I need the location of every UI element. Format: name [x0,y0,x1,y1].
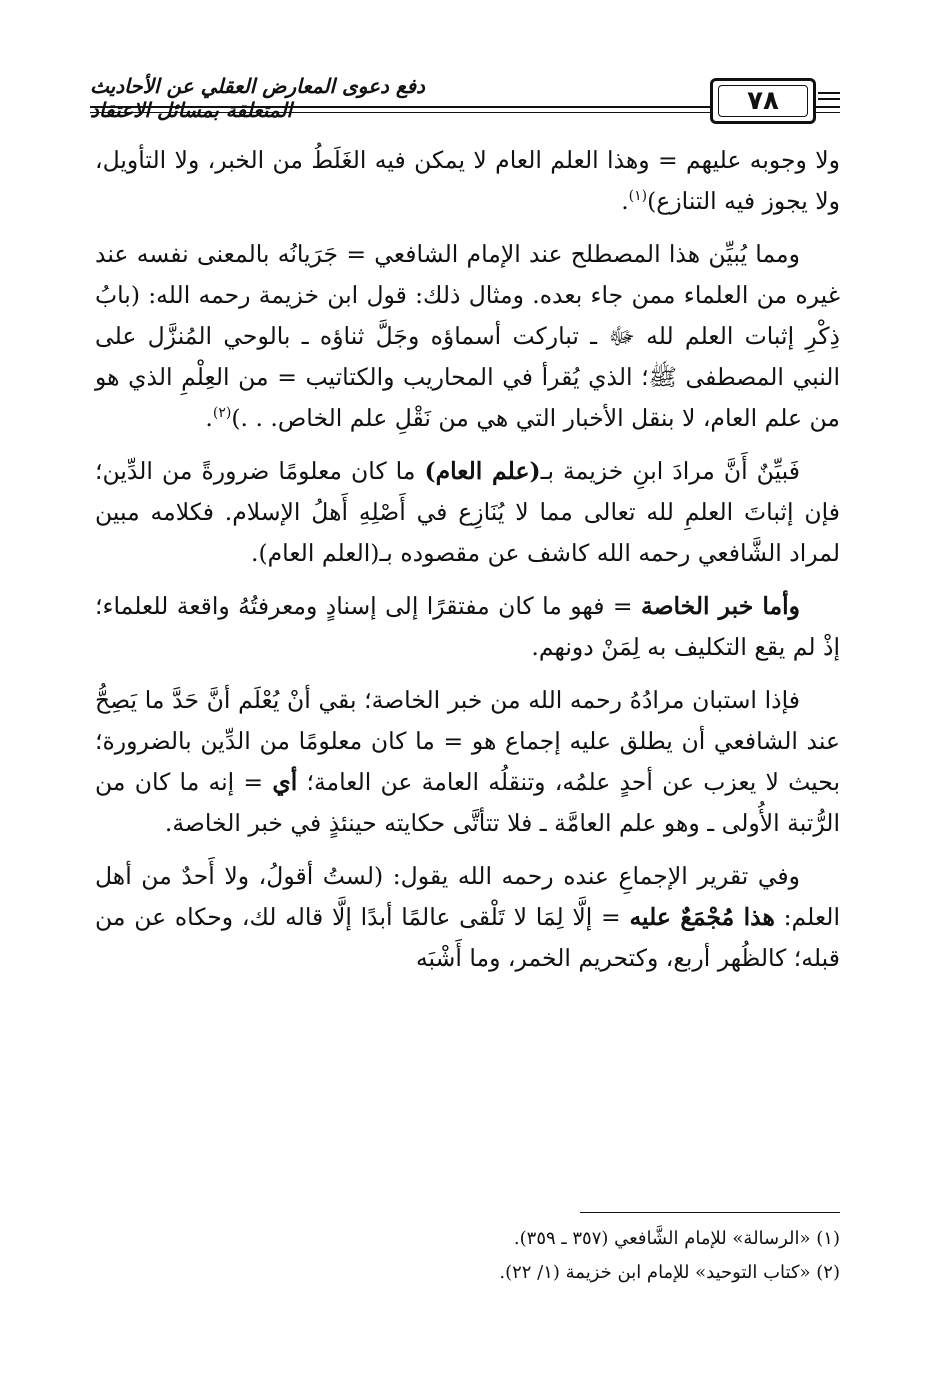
paragraph-4-text: = فهو ما كان مفتقرًا إلى إسنادٍ ومعرفتُهُ واقعة للعلماء؛ إذْ لم يقع التكليف به لِمَنْ دونهم. [95,592,840,661]
header-double-dash [818,92,840,100]
footnote-rule [580,1212,840,1213]
paragraph-2-text: ومما يُبيِّن هذا المصطلح عند الإمام الشافعي = جَرَيانُه بالمعنى نفسه عند غيره من العلماء ممن جاء بعده. ومثال ذلك: قول ابن خزيمة رحمه الله: (بابُ ذِكْرِ إثبات العلم لله ﷻ ـ تباركت أسماؤه وجَلَّ ثناؤه ـ بالوحي المُنزَّل على النبي المصطفى ﷺ؛ الذي يُقرأ في المحاريب والكتاتيب = من العِلْمِ الذي هو من علم العام، لا بنقل الأخبار التي هي من نَقْلِ علم الخاص. . .) [95,240,840,432]
paragraph-4-bold: وأما خبر الخاصة [640,592,800,620]
paragraph-6-bold: هذا مُجْمَعٌ عليه [629,903,775,931]
footnote-1: (١) «الرسالة» للإمام الشَّافعي (٣٥٧ ـ ٣٥٩). [513,1228,840,1249]
paragraph-5-bold: أي [272,768,298,796]
page-number-box [710,78,816,124]
paragraph-5 [95,680,840,844]
footnote-ref-2: (٢) [212,405,232,422]
paragraph-1-text: ولا وجوبه عليهم = وهذا العلم العام لا يمكن فيه الغَلَطُ من الخبر، ولا التأويل، ولا يجوز فيه التنازع) [95,146,840,215]
paragraph-6-text-a: وفي تقرير الإجماعِ عنده رحمه الله يقول: (لستُ أقولُ، ولا أَحدٌ من أهل العلم: [95,862,840,931]
paragraph-3-text-b: ما كان معلومًا ضرورةً من الدِّين؛ فإن إثباتَ العلمِ لله تعالى مما لا يُنَازِع في أَصْلِهِ أَهلُ الإسلام. فكلامه مبين لمراد الشَّافعي رحمه الله كاشف عن مقصوده بـ(العلم العام). [95,457,840,567]
paragraph-2 [95,234,840,439]
paragraph-3-text-a: فَبيِّنٌ أَنَّ مرادَ ابنِ خزيمة بـ [540,457,800,485]
footnote-2: (٢) «كتاب التوحيد» للإمام ابن خزيمة (١/ ٢٢). [499,1262,840,1283]
paragraph-5-text-a: فإذا استبان مرادُهُ رحمه الله من خبر الخاصة؛ بقي أنْ يُعْلَم أنَّ حَدَّ ما يَصِحُّ عند الشافعي أن يطلق عليه إجماع هو = ما كان معلومًا من الدِّين بالضرورة؛ بحيث لا يعزب عن أحدٍ علمُه، وتنقلُه العامة عن العامة؛ [95,686,840,796]
paragraph-3 [95,451,840,574]
paragraph-1-end: . [621,187,629,215]
paragraph-5-text-b: = إنه ما كان من الرُّتبة الأُولى ـ وهو علم العامَّة ـ فلا تتأتَّى حكايته حينئذٍ في خبر الخاصة. [95,768,840,837]
paragraph-2-end: . [205,404,213,432]
body-text [95,140,840,979]
page-header [90,66,840,128]
paragraph-6 [95,856,840,979]
page-number: ٧٨ [718,85,808,117]
running-title: دفع دعوى المعارض العقلي عن الأحاديث المتعلقة بمسائل الاعتقاد [90,74,425,122]
paragraph-3-bold: (علم العام) [424,457,541,485]
paragraph-1 [95,140,840,222]
paragraph-4 [95,586,840,668]
footnotes [95,1222,840,1290]
paragraph-6-text-b: = إلَّا لِمَا لا تَلْقى عالمًا أبدًا إلَّا قاله لك، وحكاه عن من قبله؛ كالظُهر أربع، وكتحريم الخمر، وما أَشْبَه [95,903,840,972]
footnote-ref-1: (١) [628,188,648,205]
